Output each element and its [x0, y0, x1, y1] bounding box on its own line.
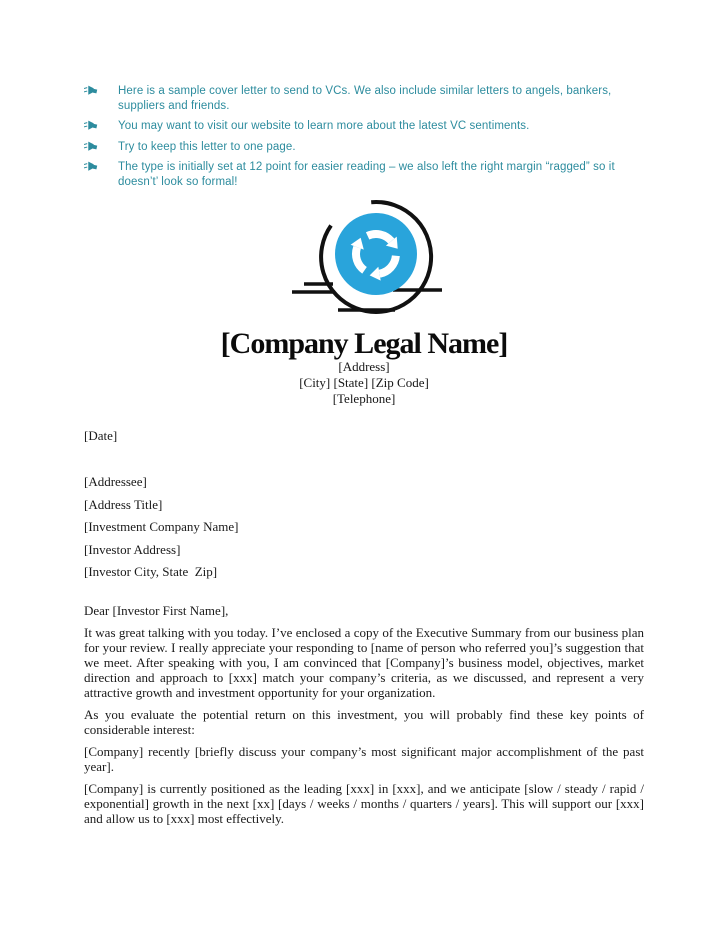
- megaphone-icon: [84, 161, 99, 174]
- megaphone-icon: [84, 85, 99, 98]
- body-paragraph: It was great talking with you today. I’ve enclosed a copy of the Executive Summary from our business plan for your review. I really appreciate your responding to [name of person who referred you]’s suggestion that we meet. After speaking with you, I am convinced that [Company]’s business model, objectives, market direction and approach to [xxx] match your company’s criteria, as we discussed, and represent a very attractive growth and investment opportunity for your organization.: [84, 625, 644, 700]
- salutation: Dear [Investor First Name],: [84, 603, 229, 618]
- note-item: [84, 140, 629, 155]
- recipient-line: [Address Title]: [84, 496, 163, 512]
- company-logo: [279, 197, 449, 315]
- author-notes: [84, 84, 629, 195]
- address-line: [Address]: [338, 359, 390, 374]
- note-item: [84, 160, 629, 189]
- note-text: Try to keep this letter to one page.: [118, 140, 296, 153]
- recipient-line: [Addressee]: [84, 474, 147, 489]
- company-name: [Company Legal Name]: [220, 327, 508, 360]
- note-item: [84, 84, 629, 113]
- letterhead-address: [0, 359, 728, 407]
- recipient-line: [Investor City, State Zip]: [84, 564, 218, 579]
- address-line: [Telephone]: [332, 391, 396, 406]
- logo-disc: [335, 213, 417, 295]
- date-placeholder: [Date]: [84, 428, 118, 443]
- note-text: You may want to visit our website to learn more about the latest VC sentiments.: [118, 120, 530, 132]
- note-item: [84, 119, 629, 134]
- body-paragraph: [Company] recently [briefly discuss your company’s most significant major accomplishment of the past year].: [84, 744, 644, 774]
- body-paragraph: As you evaluate the potential return on this investment, you will probably find these key points of considerable interest:: [84, 707, 644, 737]
- recipient-line: [Investor Address]: [84, 541, 181, 557]
- megaphone-icon: [84, 120, 99, 133]
- body-paragraph: [Company] is currently positioned as the leading [xxx] in [xxx], and we anticipate [slow / steady / rapid / exponential] growth in the next [xx] [days / weeks / months / quarters / years]. This will support our [xxx] and allow us to [xxx] most effectively.: [84, 781, 644, 826]
- address-line: [City] [State] [Zip Code]: [299, 375, 429, 390]
- note-text: Here is a sample cover letter to send to VCs. We also include similar letters to angels, bankers, suppliers and friends.: [118, 85, 612, 112]
- megaphone-icon: [84, 141, 99, 154]
- letter-body: [84, 603, 644, 833]
- recipient-line: [Investment Company Name]: [84, 519, 239, 534]
- recipient-block: [84, 474, 239, 587]
- note-text: The type is initially set at 12 point for easier reading – we also left the right margin “ragged” so it doesn’t’ look so formal!: [118, 161, 615, 188]
